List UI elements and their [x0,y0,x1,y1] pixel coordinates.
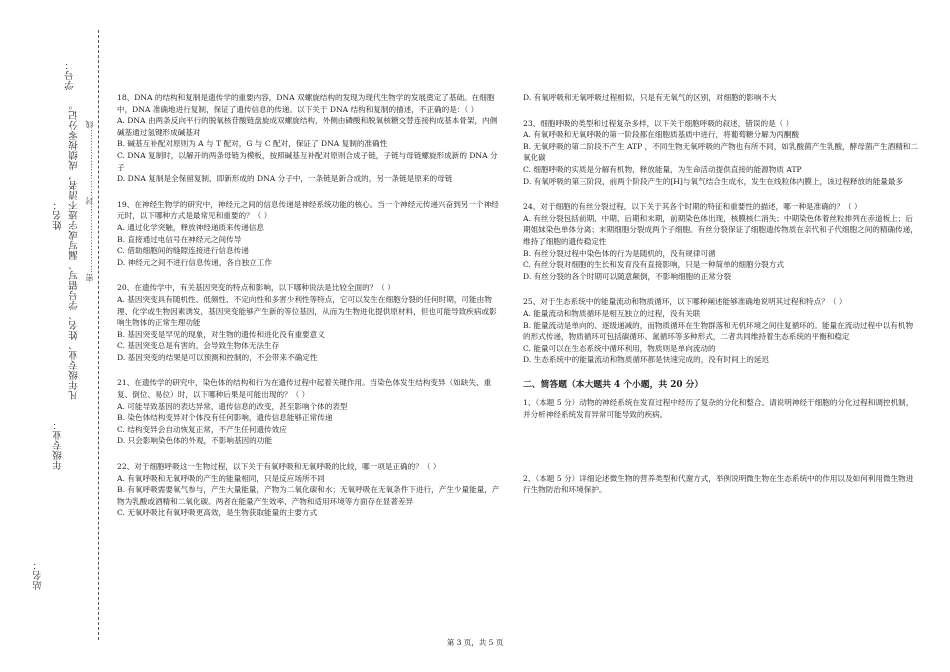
option-b: B. 能量流动是单向的、逐级递减的，而物质循环在生物群落和无机环境之间往复循环的。能量在流动过程中以有机物的形式传递，物质循环可包括碳循环、氮循环等多种形式，二者共同维持着生态系统的平衡和稳定 [523,320,914,342]
question-stem: 25、对于生态系统中的能量流动和物质循环，以下哪种阐述能够准确地说明其过程和特点？（ ） [523,297,847,307]
option-c: C. 有丝分裂对细胞的生长和发育没有直接影响，只是一种简单的细胞分裂方式 [523,260,784,270]
right-column [523,92,919,548]
option-a: A. 有氧呼吸和无氧呼吸的产生的能量相同，只是反应场所不同 [117,473,325,483]
short-answer-1: 1、（本题 5 分）动物的神经系统在发育过程中经历了复杂的分化和整合。请说明神经干细胞的分化过程和调控机制，并分析神经系统发育异常可能导致的疾病。 [523,398,914,420]
option-b: B. 直接通过电信号在神经元之间传导 [117,234,242,244]
question-24 [523,201,919,282]
question-stem: 19、在神经生物学的研究中，神经元之间的信息传递是神经系统功能的核心。当一个神经元传递兴奋到另一个神经元时，以下哪种方式是最常见和重要的？（ ） [117,199,499,221]
grade-major-label: 年级专业： [53,420,64,470]
option-b: B. 染色体结构变异对个体没有任何影响，遗传信息能够正常传递 [117,413,333,423]
question-19 [117,199,500,269]
option-d: D. 神经元之间不进行信息传递，各自独立工作 [117,257,272,267]
question-stem: 21、在遗传学的研究中，染色体的结构和行为在遗传过程中起着关键作用。当染色体发生结构变异（如缺失、重复、倒位、易位）时，以下哪种后果是可能出现的？（ ） [117,378,492,400]
question-stem: 24、对于细胞的有丝分裂过程，以下关于其各个时期的特征和重要性的描述，哪一种是准确的？（ ） [523,202,862,212]
question-stem: 18、DNA 的结构和复制是遗传学的重要内容，DNA 双螺旋结构的发现为现代生物学的发展奠定了基础。在细胞中，DNA 准确地进行复制，保证了遗传信息的传递。以下关于 DNA 结构和复制的描述，不正确的是：（ ） [117,93,495,114]
option-a: A. DNA 由两条反向平行的脱氧核苷酸链盘旋成双螺旋结构，外侧由磷酸和脱氧核糖交替连接构成基本骨架，内侧碱基通过氢键形成碱基对 [117,116,498,137]
school-label: 站名： [33,560,44,590]
option-c: C. 基因突变总是有害的，会导致生物体无法生存 [117,341,280,351]
option-c: C. 能量可以在生态系统中循环利用，物质则是单向流动的 [523,343,716,353]
option-c: C. 借助细胞间的缝隙连接进行信息传递 [117,246,249,256]
name-label: 姓名： [53,200,64,230]
option-a: A. 有丝分裂包括前期、中期、后期和末期，前期染色体出现，核膜核仁消失；中期染色体着丝粒排列在赤道板上；后期姐妹染色单体分离；末期细胞分裂成两个子细胞。有丝分裂保证了细胞遗传物质在亲代和子代细胞之间的精确传递，维持了细胞的遗传稳定性 [523,213,918,246]
cut-line-outer [98,30,99,640]
seal-line-text: 密……………………封……………………线 [85,120,94,282]
option-d: D. 有氧呼吸和无氧呼吸过程相似，只是有无氧气的区别，对细胞的影响不大 [523,93,777,102]
option-d: D. 生态系统中的能量流动和物质循环都是快速完成的，没有时间上的延迟 [523,355,770,365]
option-a: A. 基因突变具有随机性、低频性、不定向性和多害少利性等特点，它可以发生在细胞分裂的任何时期，可能由物理、化学或生物因素诱发，基因突变能够产生新的等位基因，从而为生物进化提供原材料，但也可能导致疾病或影响生物体的正常生理功能 [117,294,497,328]
option-b: B. 无氧呼吸的第二阶段不产生 ATP ，不同生物无氧呼吸的产物也有所不同，如乳酸菌产生乳酸，酵母菌产生酒精和二氧化碳 [523,141,918,163]
question-23 [523,118,919,188]
option-b: B. 碱基互补配对原则为 A 与 T 配对，G 与 C 配对，保证了 DNA 复制的准确性 [117,139,388,149]
option-b: B. 有氧呼吸需要氧气参与，产生大量能量，产物为二氧化碳和水；无氧呼吸在无氧条件下进行，产生少量能量，产物为乳酸或酒精和二氧化碳。两者在能量产生效率、产物和适用环境等方面存在显著差异 [117,485,500,506]
option-a: A. 有氧呼吸和无氧呼吸的第一阶段都在细胞质基质中进行，将葡萄糖分解为丙酮酸 [523,130,800,140]
page-footer: 第 3 页，共 5 页 [446,638,504,647]
question-21 [117,377,500,447]
question-stem: 20、在遗传学中，有关基因突变的特点和影响，以下哪种说法是比较全面的？（ ） [117,283,395,293]
question-22-continued [523,92,919,104]
option-a: A. 通过化学突触，释放神经递质来传递信息 [117,222,264,232]
question-20 [117,282,500,363]
option-a: A. 可能导致基因的表达异常，遗传信息的改变，甚至影响个体的表型 [117,401,348,411]
section-title: 二、简答题（本大题共 4 个小题，共 20 分） [523,379,704,390]
exam-notice: 凡年级专业、姓名、学号错写、漏写或字迹不清者，成绩按零分记。 [69,100,80,400]
exam-no-label: 学号： [65,60,76,90]
short-answer-2: 2、（本题 5 分）详细论述微生物的营养类型和代谢方式，举例说明微生物在生态系统中的作用以及如何利用微生物进行生物防治和环境保护。 [523,473,914,495]
option-d: D. 有氧呼吸的第三阶段，前两个阶段产生的[H]与氧气结合生成水，发生在线粒体内膜上，该过程释放的能量最多 [523,176,904,186]
option-c: C. 细胞呼吸的实质是分解有机物，释放能量，为生命活动提供直接的能源物质 ATP [523,164,802,174]
question-stem: 23、细胞呼吸的类型和过程复杂多样，以下关于细胞呼吸的叙述，错误的是（ ） [523,118,794,128]
option-d: D. DNA 复制是全保留复制，即新形成的 DNA 分子中，一条链是新合成的，另一条链是原来的母链 [117,174,453,184]
left-column [117,92,500,533]
option-d: D. 有丝分裂的各个时期可以随意颠倒，不影响细胞的正常分裂 [523,271,732,281]
option-a: A. 能量流动和物质循环是相互独立的过程，没有关联 [523,308,701,318]
question-18 [117,92,500,185]
option-c: C. DNA 复制时，以解开的两条母链为模板，按照碱基互补配对原则合成子链，子链与母链螺旋形成新的 DNA 分子 [117,150,498,172]
binding-margin [0,0,110,672]
option-d: D. 基因突变的结果是可以预测和控制的，不会带来不确定性 [117,352,318,362]
question-22 [117,461,500,519]
question-25 [523,296,919,366]
question-stem: 22、对于细胞呼吸这一生物过程，以下关于有氧呼吸和无氧呼吸的比较，哪一项是正确的？（ ） [117,462,441,472]
option-d: D. 只会影响染色体的外观，不影响基因的功能 [117,436,272,446]
option-b: B. 基因突变是罕见的现象，对生物的遗传和进化没有重要意义 [117,329,325,339]
option-c: C. 无氧呼吸比有氧呼吸更高效，是生物获取能量的主要方式 [117,508,318,518]
option-b: B. 有丝分裂过程中染色体的行为是随机的，没有规律可循 [523,248,716,258]
option-c: C. 结构变异会自动恢复正常，不产生任何遗传效应 [117,424,287,434]
